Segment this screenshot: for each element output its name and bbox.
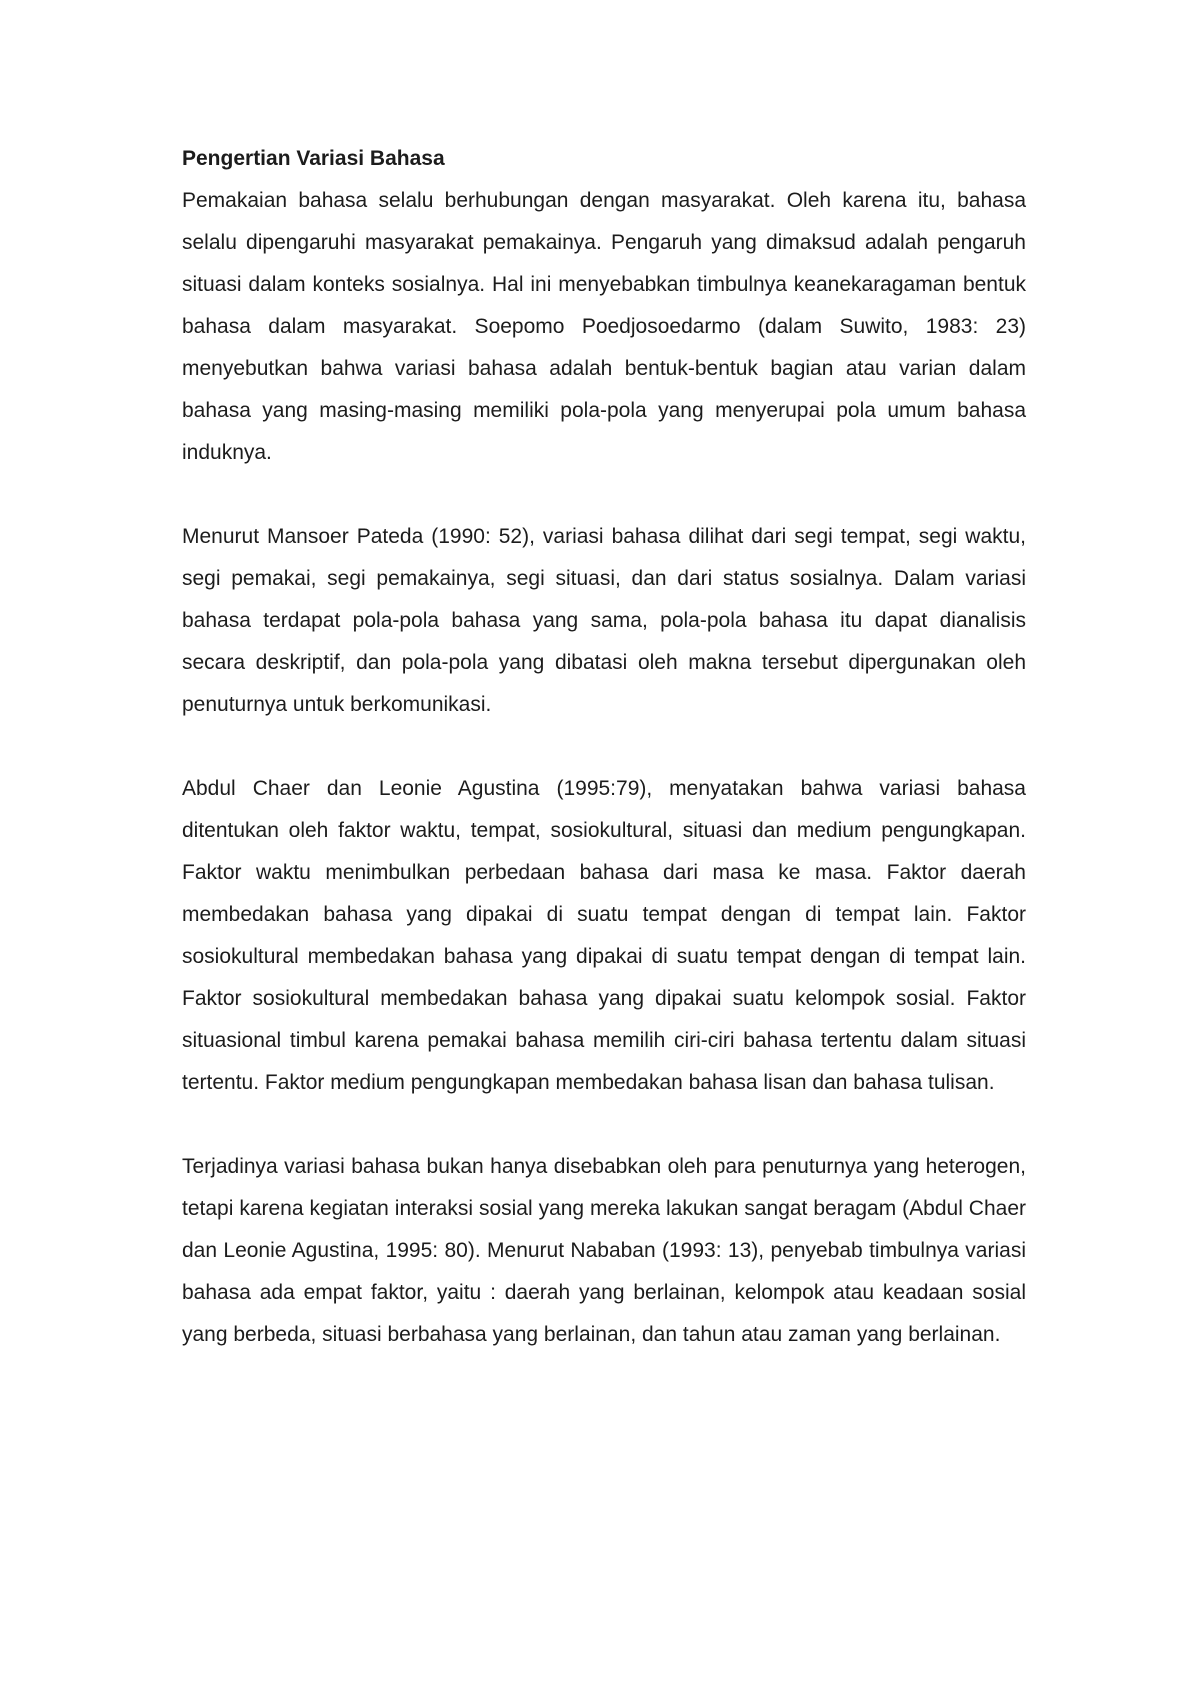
paragraph-chaer-agustina: Abdul Chaer dan Leonie Agustina (1995:79), menyatakan bahwa variasi bahasa ditentukan oleh faktor waktu, tempat, sosiokultural, situasi dan medium pengungkapan. Faktor waktu menimbulkan perbedaan bahasa dari masa ke masa. Faktor daerah membedakan bahasa yang dipakai di suatu tempat dengan di tempat lain. Faktor sosiokultural membedakan bahasa yang dipakai di suatu tempat dengan di tempat lain. Faktor sosiokultural membedakan bahasa yang dipakai suatu kelompok sosial. Faktor situasional timbul karena pemakai bahasa memilih ciri-ciri bahasa tertentu dalam situasi tertentu. Faktor medium pengungkapan membedakan bahasa lisan dan bahasa tulisan.	[182, 777, 1026, 1094]
document-page	[182, 144, 1026, 1398]
paragraph-causes: Terjadinya variasi bahasa bukan hanya disebabkan oleh para penuturnya yang heterogen, tetapi karena kegiatan interaksi sosial yang mereka lakukan sangat beragam (Abdul Chaer dan Leonie Agustina, 1995: 80). Menurut Nababan (1993: 13), penyebab timbulnya variasi bahasa ada empat faktor, yaitu : daerah yang berlainan, kelompok atau keadaan sosial yang berbeda, situasi berbahasa yang berlainan, dan tahun atau zaman yang berlainan.	[182, 1155, 1026, 1346]
document-title: Pengertian Variasi Bahasa	[182, 147, 445, 170]
paragraph-pateda: Menurut Mansoer Pateda (1990: 52), variasi bahasa dilihat dari segi tempat, segi waktu, segi pemakai, segi pemakainya, segi situasi, dan dari status sosialnya. Dalam variasi bahasa terdapat pola-pola bahasa yang sama, pola-pola bahasa itu dapat dianalisis secara deskriptif, dan pola-pola yang dibatasi oleh makna tersebut dipergunakan oleh penuturnya untuk berkomunikasi.	[182, 525, 1026, 716]
paragraph-definition: Pemakaian bahasa selalu berhubungan dengan masyarakat. Oleh karena itu, bahasa selalu dipengaruhi masyarakat pemakainya. Pengaruh yang dimaksud adalah pengaruh situasi dalam konteks sosialnya. Hal ini menyebabkan timbulnya keanekaragaman bentuk bahasa dalam masyarakat. Soepomo Poedjosoedarmo (dalam Suwito, 1983: 23) menyebutkan bahwa variasi bahasa adalah bentuk-bentuk bagian atau varian dalam bahasa yang masing-masing memiliki pola-pola yang menyerupai pola umum bahasa induknya.	[182, 189, 1026, 464]
